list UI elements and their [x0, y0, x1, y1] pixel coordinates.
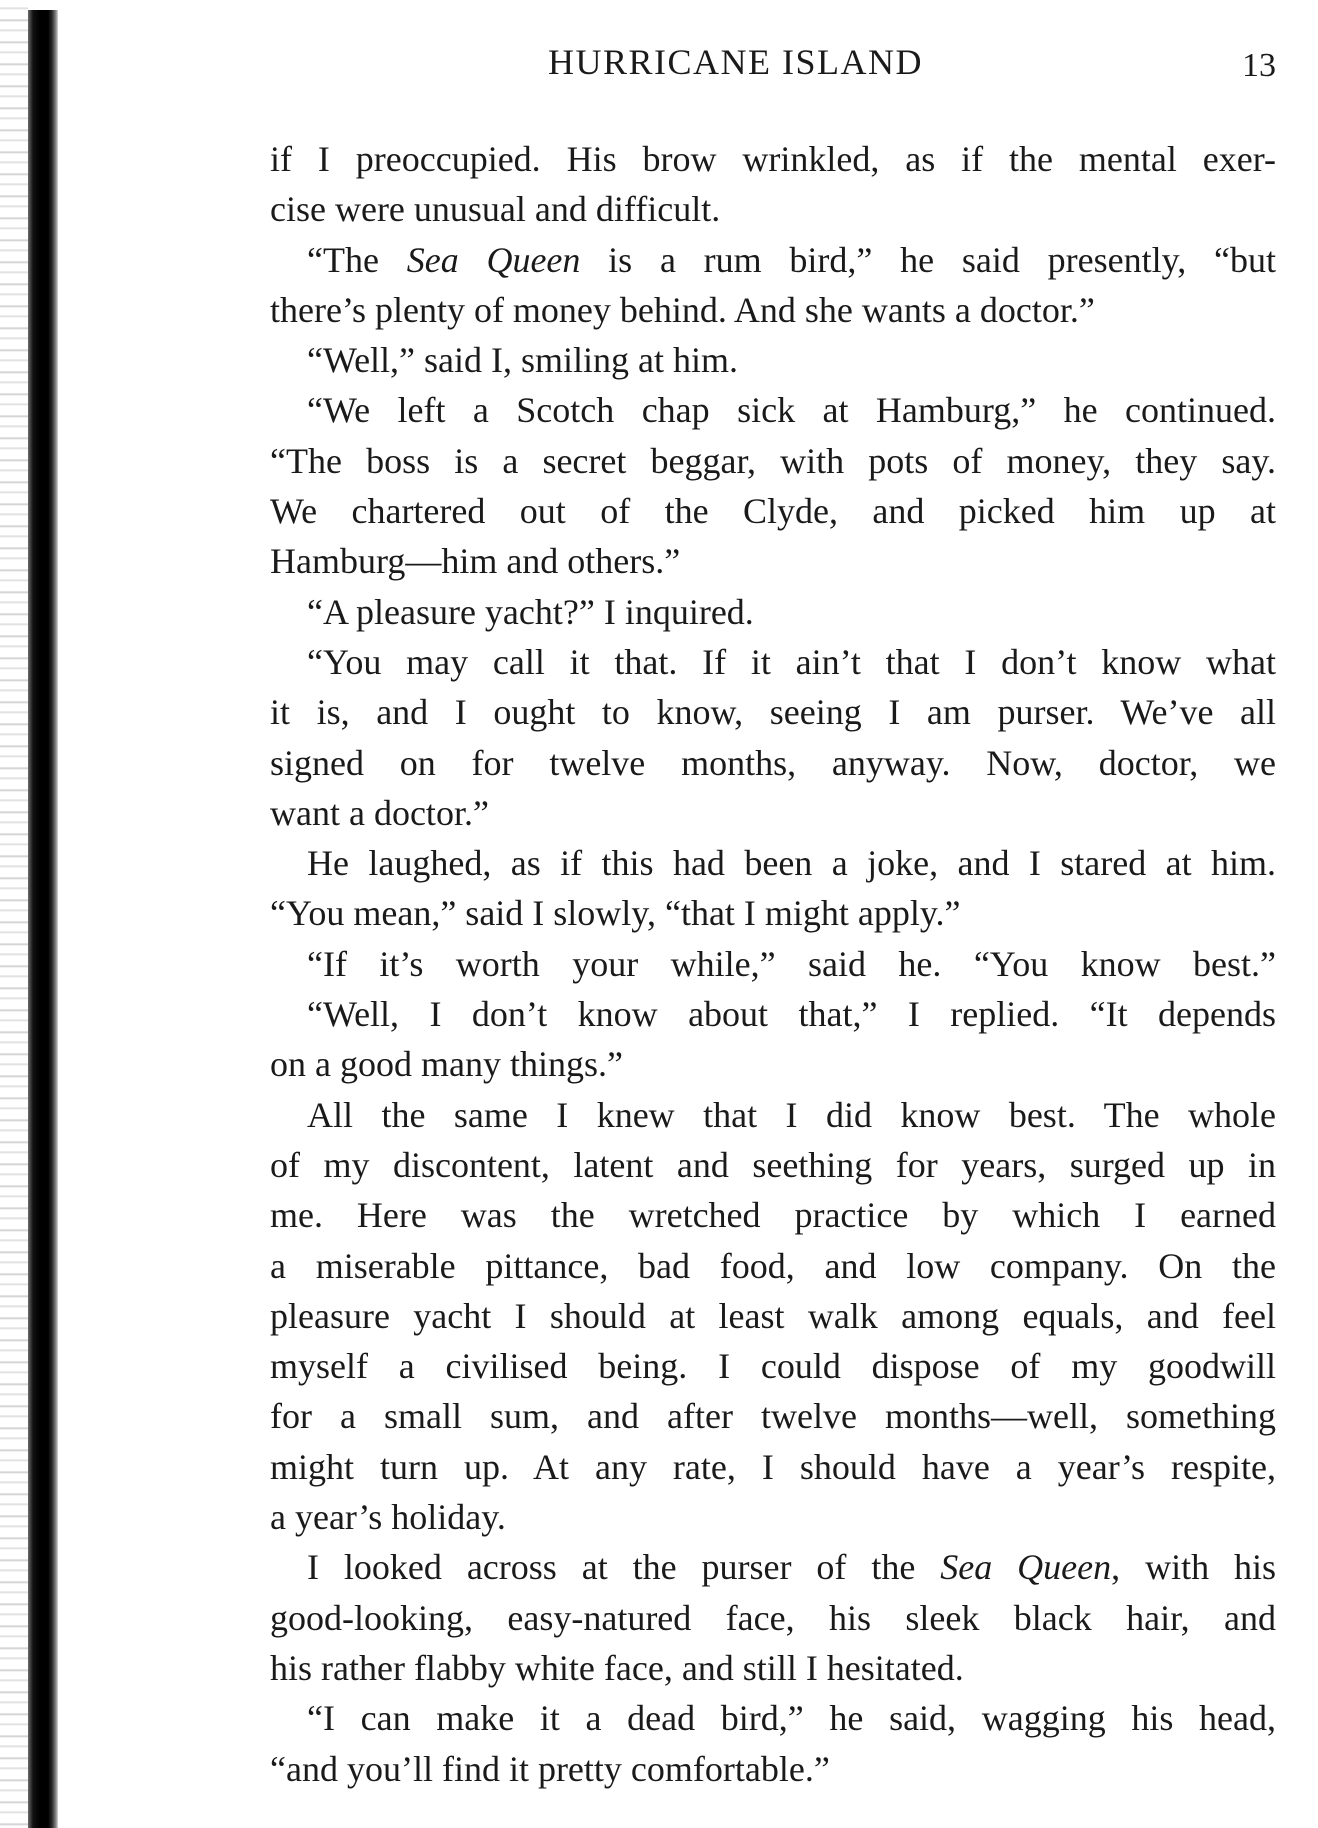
text-line: “We left a Scotch chap sick at Hamburg,” he continued. [307, 390, 1276, 431]
text-line: “You may call it that. If it ain’t that I don’t know what [307, 641, 1276, 682]
text-line: a year’s holiday. [270, 1497, 506, 1538]
page-header [270, 38, 1276, 86]
text-line: a miserable pittance, bad food, and low company. On the [270, 1245, 1276, 1286]
text-line: “If it’s worth your while,” said he. “You know best.” [307, 943, 1276, 984]
text-line: for a small sum, and after twelve months—well, something [270, 1396, 1276, 1437]
text-line: me. Here was the wretched practice by which I earned [270, 1195, 1276, 1236]
running-title: HURRICANE ISLAND [548, 42, 923, 82]
text-line: He laughed, as if this had been a joke, and I stared at him. [307, 843, 1276, 884]
text-line: good-looking, easy-natured face, his sleek black hair, and [270, 1597, 1276, 1638]
text-line: if I preoccupied. His brow wrinkled, as if the mental exer- [270, 139, 1276, 179]
text-line: there’s plenty of money behind. And she wants a doctor.” [270, 289, 1095, 330]
text-line: “Well, I don’t know about that,” I replied. “It depends [307, 994, 1276, 1035]
text-line: “I can make it a dead bird,” he said, wagging his head, [307, 1698, 1276, 1739]
text-line: it is, and I ought to know, seeing I am purser. We’ve all [270, 692, 1276, 733]
text-line: “and you’ll find it pretty comfortable.” [270, 1748, 830, 1789]
scan-margin-specks [0, 0, 28, 1828]
book-text [270, 134, 1276, 1794]
text-line: signed on for twelve months, anyway. Now, doctor, we [270, 742, 1276, 783]
page-number: 13 [1242, 47, 1276, 84]
ship-name: Sea Queen [406, 239, 581, 280]
text-line: “The boss is a secret beggar, with pots of money, they say. [270, 440, 1276, 481]
text-line: pleasure yacht I should at least walk among equals, and feel [270, 1295, 1276, 1336]
text-line: We chartered out of the Clyde, and picked him up at [270, 491, 1276, 532]
text-line: “A pleasure yacht?” I inquired. [307, 591, 754, 632]
scan-binding-edge [28, 10, 58, 1828]
text-line: I looked across at the purser of the Sea Queen, with his [307, 1547, 1277, 1588]
text-line: “You mean,” said I slowly, “that I might apply.” [270, 893, 961, 934]
text-line: myself a civilised being. I could dispose of my goodwill [270, 1346, 1276, 1387]
text-line: cise were unusual and difficult. [270, 189, 721, 230]
text-line: All the same I knew that I did know best. The whole [307, 1094, 1276, 1135]
text-line: his rather flabby white face, and still I hesitated. [270, 1647, 964, 1688]
text-line: want a doctor.” [270, 792, 489, 833]
text-line: might turn up. At any rate, I should have a year’s respite, [270, 1446, 1276, 1487]
ship-name: Sea Queen [940, 1547, 1112, 1588]
text-line: on a good many things.” [270, 1044, 623, 1085]
text-line: of my discontent, latent and seething for years, surged up in [270, 1144, 1276, 1185]
text-line: “The Sea Queen is a rum bird,” he said presently, “but [307, 239, 1277, 280]
text-line: “Well,” said I, smiling at him. [307, 340, 739, 381]
text-line: Hamburg—him and others.” [270, 541, 681, 582]
